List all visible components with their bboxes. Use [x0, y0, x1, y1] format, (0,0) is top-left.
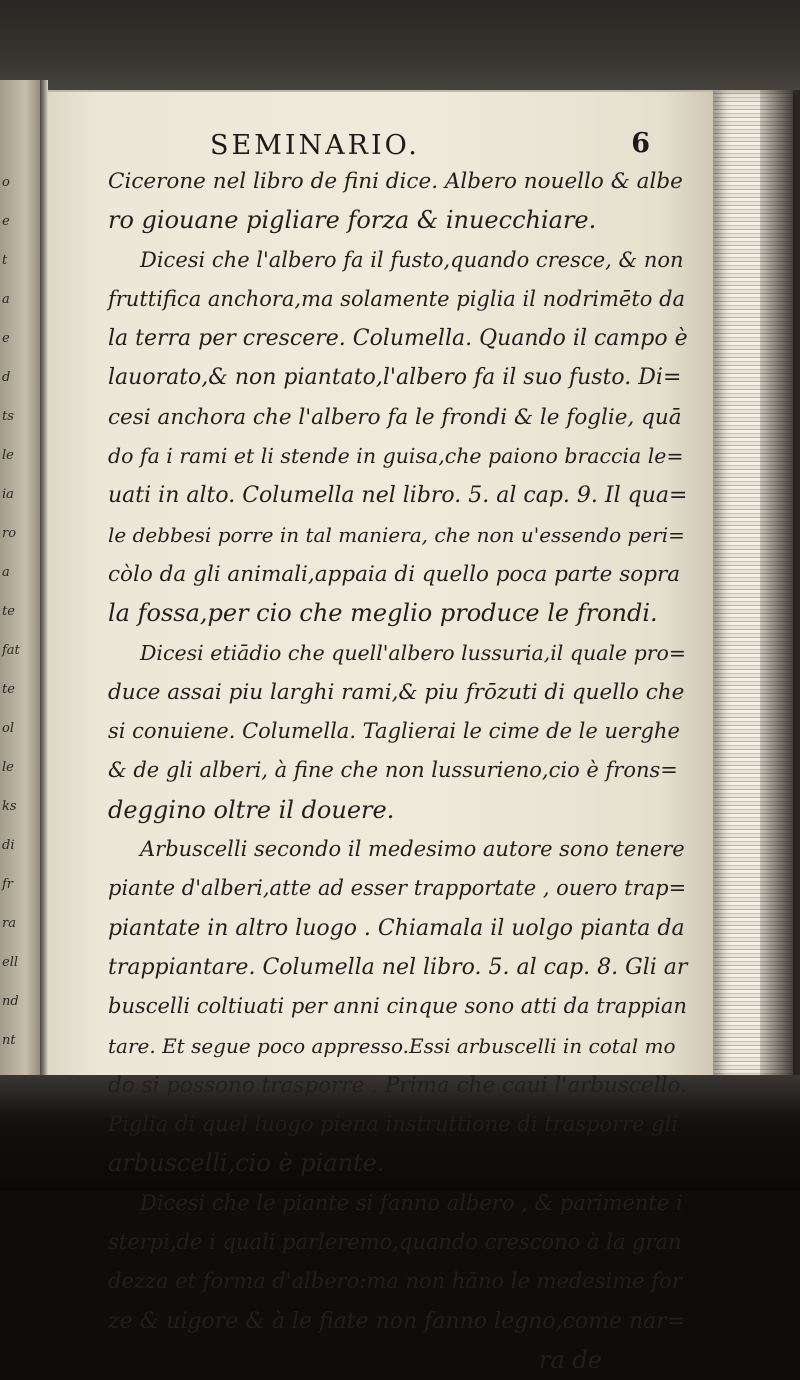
text-line: Piglia di quel luogo piena instruttione di trasporre gli — [108, 1112, 679, 1137]
facing-page-fragment: e — [2, 331, 10, 346]
catchword: ra de — [539, 1345, 602, 1374]
facing-page-fragment: nt — [2, 1033, 16, 1048]
scan-top-background — [0, 0, 800, 95]
text-line: dezza et forma d'albero:ma non hāno le medesime for — [108, 1269, 682, 1294]
text-line: uati in alto. Columella nel libro. 5. al cap. 9. Il qua= — [108, 483, 688, 509]
page-number: 6 — [631, 128, 650, 159]
text-line: tare. Et segue poco appresso.Essi arbuscelli in cotal mo — [108, 1033, 676, 1058]
text-line: deggino oltre il douere. — [108, 795, 395, 824]
text-line: Cicerone nel libro de fini dice. Albero nouello & albe — [108, 169, 683, 194]
text-line: ro giouane pigliare forza & inuecchiare. — [108, 206, 597, 235]
text-line: & de gli alberi, à fine che non lussurieno,cio è frons= — [108, 758, 678, 783]
text-line: Dicesi che le piante si fanno albero , & parimente i — [140, 1190, 683, 1215]
facing-page-fragment: ol — [2, 721, 14, 736]
running-head — [210, 130, 650, 166]
page-title: SEMINARIO. — [210, 130, 420, 161]
text-line: Arbuscelli secondo il medesimo autore sono tenere — [140, 837, 685, 862]
facing-page-fragment: a — [2, 292, 10, 307]
text-line: la fossa,per cio che meglio produce le frondi. — [108, 599, 658, 628]
text-line: le debbesi porre in tal maniera, che non u'essendo peri= — [108, 522, 685, 547]
text-line: cesi anchora che l'albero fa le frondi & le foglie, quā — [108, 404, 682, 430]
text-line: Dicesi etiādio che quell'albero lussuria,il quale pro= — [140, 640, 687, 665]
body-text — [108, 162, 688, 1380]
facing-page-fragment: le — [2, 448, 14, 463]
text-line: do si possono trasporre . Prima che caui l'arbuscello. — [108, 1072, 687, 1098]
facing-page-fragment: nd — [2, 994, 19, 1009]
facing-page-fragment: e — [2, 214, 10, 229]
text-line: còlo da gli animali,appaia di quello poca parte sopra — [108, 561, 681, 587]
facing-page-fragment: ro — [2, 526, 17, 541]
facing-page-fragment: te — [2, 604, 15, 619]
facing-page-fragment: te — [2, 682, 15, 697]
text-line: sterpi,de i quali parleremo,quando crescono à la gran — [108, 1230, 682, 1255]
text-line: trappiantare. Columella nel libro. 5. al cap. 8. Gli ar — [108, 954, 688, 980]
facing-page-fragment: di — [2, 838, 15, 853]
facing-page-fragment: ell — [2, 955, 19, 970]
facing-page-fragment: le — [2, 760, 14, 775]
text-line: duce assai piu larghi rami,& piu frōzuti di quello che — [108, 679, 685, 705]
facing-page-fragment: t — [2, 253, 8, 268]
page-stack-shadow — [760, 90, 800, 1080]
facing-page-edge — [0, 80, 42, 1080]
text-line: arbuscelli,cio è piante. — [108, 1149, 385, 1178]
text-line: si conuiene. Columella. Taglierai le cime de le uerghe — [108, 719, 680, 744]
text-line: piante d'alberi,atte ad esser trapportate , ouero trap= — [108, 876, 687, 901]
facing-page-fragment: d — [2, 370, 11, 385]
facing-page-fragment: ks — [2, 799, 17, 814]
facing-page-fragment: o — [2, 175, 10, 190]
text-line: lauorato,& non piantato,l'albero fa il suo fusto. Di= — [108, 365, 682, 391]
text-line: ze & uigore & à le fiate non fanno legno,come nar= — [108, 1308, 686, 1334]
text-line: piantate in altro luogo . Chiamala il uolgo pianta da — [108, 915, 685, 941]
facing-page-fragment: ts — [2, 409, 14, 424]
facing-page-fragment: fat — [2, 643, 20, 658]
text-line: do fa i rami et li stende in guisa,che paiono braccia le= — [108, 444, 684, 469]
text-line: Dicesi che l'albero fa il fusto,quando cresce, & non — [140, 247, 684, 272]
text-line: buscelli coltiuati per anni cinque sono atti da trappian — [108, 994, 687, 1019]
facing-page-fragment: fr — [2, 877, 14, 892]
text-line: fruttifica anchora,ma solamente piglia il nodrimēto da — [108, 286, 686, 311]
text-line: la terra per crescere. Columella. Quando il campo è — [108, 326, 688, 352]
facing-page-fragment: a — [2, 565, 10, 580]
facing-page-fragment: ia — [2, 487, 14, 502]
book-gutter — [40, 80, 48, 1080]
facing-page-fragment: ra — [2, 916, 16, 931]
